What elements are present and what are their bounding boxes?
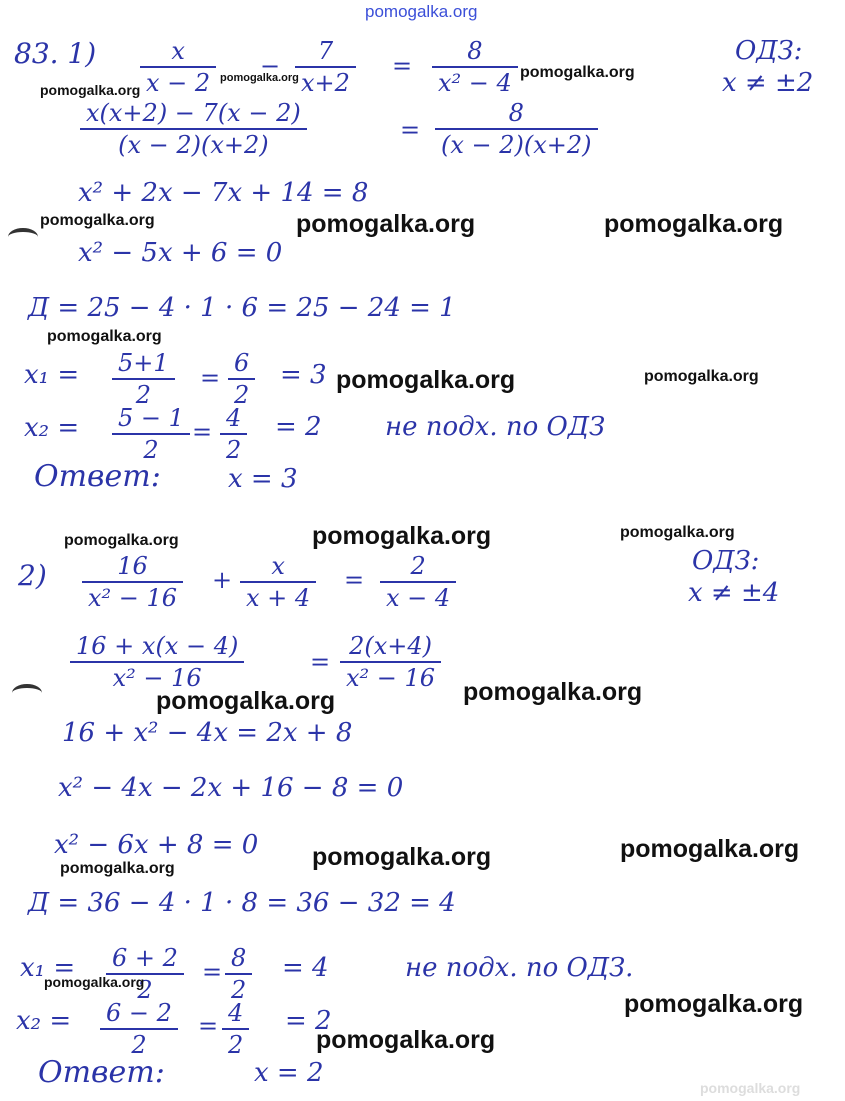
- p1-x2-label: x₂ =: [24, 413, 80, 443]
- watermark: pomogalka.org: [620, 524, 735, 541]
- p1-line-4: x² − 5x + 6 = 0: [78, 238, 283, 268]
- p2-x2-equals: =: [198, 1012, 219, 1040]
- p1-x2-equals: =: [192, 418, 213, 446]
- top-watermark: pomogalka.org: [365, 2, 478, 21]
- problem-1-label: 83. 1): [14, 37, 97, 70]
- p1-answer-label: Ответ:: [34, 459, 161, 494]
- p2-line-5: x² − 6x + 8 = 0: [54, 830, 259, 860]
- p2-odz-title: ОДЗ:: [692, 546, 760, 576]
- p1-eq-fraction-2: 7 x+2: [295, 38, 356, 97]
- p1-eq-fraction-1: x x − 2: [140, 38, 216, 97]
- watermark: pomogalka.org: [336, 366, 516, 394]
- p2-x2-fraction: 6 − 2 2: [100, 1000, 178, 1059]
- p2-odz-value: x ≠ ±4: [688, 578, 780, 608]
- p2-eq-fraction-1: 16 x² − 16: [82, 553, 183, 612]
- p1-x1-equals: =: [200, 364, 221, 392]
- watermark: pomogalka.org: [604, 210, 784, 238]
- problem-2-label: 2): [18, 559, 47, 592]
- watermark: pomogalka.org: [312, 522, 492, 550]
- p2-common-fraction: 16 + x(x − 4) x² − 16: [70, 633, 244, 692]
- watermark: pomogalka.org: [60, 860, 175, 877]
- watermark: pomogalka.org: [312, 843, 492, 871]
- watermark: pomogalka.org: [700, 1080, 801, 1096]
- p1-x1-fraction-2: 6 2: [228, 350, 255, 409]
- p2-x1-fraction-2: 8 2: [225, 945, 252, 1004]
- p1-eq-fraction-3: 8 x² − 4: [432, 38, 518, 97]
- watermark: pomogalka.org: [47, 328, 162, 345]
- p1-eq-equals: =: [392, 52, 413, 80]
- p2-x2-result: = 2: [285, 1006, 332, 1036]
- p2-x1-note: не подх. по ОДЗ.: [405, 953, 634, 983]
- p1-x2-result: = 2: [275, 412, 322, 442]
- p1-x1-result: = 3: [280, 360, 327, 390]
- p2-eq-plus: +: [212, 566, 233, 594]
- p2-line-3: 16 + x² − 4x = 2x + 8: [62, 718, 353, 748]
- p2-eq-fraction-2: x x + 4: [240, 553, 316, 612]
- p1-odz-title: ОДЗ:: [735, 36, 803, 66]
- p2-arrow-mark: [12, 684, 42, 702]
- p1-line-3: x² + 2x − 7x + 14 = 8: [78, 178, 369, 208]
- watermark: pomogalka.org: [64, 532, 179, 549]
- watermark: pomogalka.org: [520, 64, 635, 81]
- p1-arrow-mark: [8, 228, 38, 246]
- p1-x2-fraction-2: 4 2: [220, 405, 247, 464]
- watermark: pomogalka.org: [156, 687, 336, 715]
- p1-discriminant: Д = 25 − 4 · 1 · 6 = 25 − 24 = 1: [28, 293, 456, 323]
- p2-x2-label: x₂ =: [16, 1006, 72, 1036]
- p1-common-equals: =: [400, 116, 421, 144]
- p2-x1-equals: =: [202, 958, 223, 986]
- p2-common-equals: =: [310, 648, 331, 676]
- p2-answer-value: x = 2: [254, 1058, 324, 1088]
- p1-eq-minus: −: [260, 52, 281, 80]
- p2-x1-result: = 4: [282, 953, 329, 983]
- watermark: pomogalka.org: [220, 72, 299, 84]
- watermark: pomogalka.org: [296, 210, 476, 238]
- p2-x1-label: x₁ =: [20, 953, 76, 983]
- p1-common-right-fraction: 8 (x − 2)(x+2): [435, 100, 598, 159]
- p2-x1-fraction: 6 + 2 2: [106, 945, 184, 1004]
- watermark: pomogalka.org: [620, 835, 800, 863]
- watermark: pomogalka.org: [40, 82, 141, 98]
- watermark: pomogalka.org: [40, 212, 155, 229]
- p1-common-fraction: x(x+2) − 7(x − 2) (x − 2)(x+2): [80, 100, 307, 159]
- p2-x2-fraction-2: 4 2: [222, 1000, 249, 1059]
- watermark: pomogalka.org: [316, 1026, 496, 1054]
- watermark: pomogalka.org: [463, 678, 643, 706]
- p2-eq-fraction-3: 2 x − 4: [380, 553, 456, 612]
- p2-eq-equals: =: [344, 566, 365, 594]
- watermark: pomogalka.org: [644, 368, 759, 385]
- p2-common-right-fraction: 2(x+4) x² − 16: [340, 633, 441, 692]
- watermark: pomogalka.org: [44, 974, 145, 990]
- p1-x1-fraction: 5+1 2: [112, 350, 175, 409]
- p1-x2-note: не подх. по ОДЗ: [385, 412, 606, 442]
- p1-x2-fraction: 5 − 1 2: [112, 405, 190, 464]
- p1-answer-value: x = 3: [228, 464, 298, 494]
- p2-answer-label: Ответ:: [38, 1055, 165, 1090]
- p2-discriminant: Д = 36 − 4 · 1 · 8 = 36 − 32 = 4: [28, 888, 456, 918]
- watermark: pomogalka.org: [624, 990, 804, 1018]
- p1-x1-label: x₁ =: [24, 360, 80, 390]
- p2-line-4: x² − 4x − 2x + 16 − 8 = 0: [58, 773, 404, 803]
- p1-odz-value: x ≠ ±2: [722, 68, 814, 98]
